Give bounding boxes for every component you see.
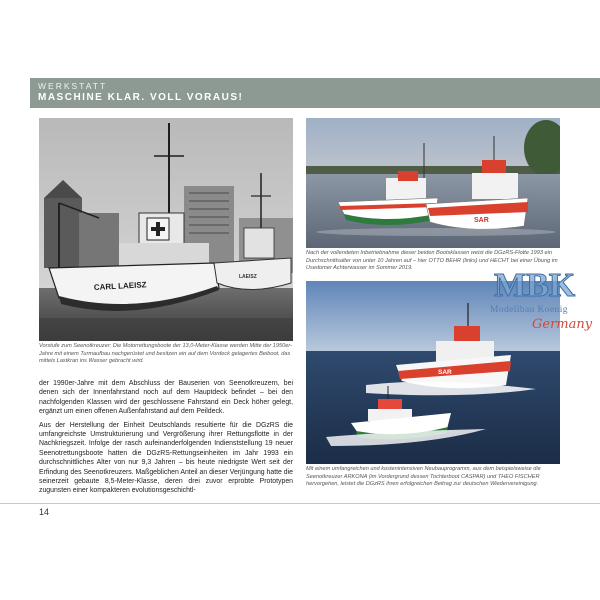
photo-dusk-boats <box>306 118 560 248</box>
body-paragraph-2: Aus der Herstellung der Einheit Deutschlands resultierte für die DGzRS die umfangreichste Umstrukturierung und Vergrößerung ihrer Rettungsflotte in der Nachkriegszeit. Infolge der rasch aufeinanderfolgenden Indienststellung 19 neuer Seenotrettungsboote hatten die DGzRS-Rettungseinheiten im Jahr 1993 ein durchschnittliches Alter von nur 9,3 Jahren – bis heute niedrigste Wert seit der Erfindung des Seenotkreuzers. Maßgeblichen Anteil an dieser Verjüngung hatte die seinerzeit gebaute 8,5-Meter-Klasse, deren drei zuvor erprobte Prototypen zugunsten einer kompakteren evolutionsgeschichtl- <box>39 421 293 495</box>
boat-name-laeisz: LAEISZ <box>239 274 257 280</box>
caption-photo3: Mit einem umfangreichen und kostenintensiven Neubauprogramm, aus dem beispielsweise die Seenotkreuzer ARKONA (im Vordergrund dessen Tochterboot CASPAR) und THEO FISCHER hervorgehen, leistet die DGzRS ihren erfolgreichen Beitrag zur deutschen Wiedervereinigung. <box>306 466 541 488</box>
caption-photo2: Nach der vollendeten Inbetriebnahme dieser beiden Bootsklassen weist die DGzRS-Flotte 1993 ein Durchschnittsalter von unter 10 Jahren auf – hier OTTO BEHR (links) und HECHT bei einer Übung im Usedomer Achterwasser im Sommer 2019. <box>306 250 558 272</box>
hull-label-sar-dusk: SAR <box>474 217 489 224</box>
photo-bw-harbor <box>39 118 293 341</box>
body-text <box>39 379 293 496</box>
mbk-logo-script: Germany <box>532 317 593 332</box>
hull-label-sar-cruiser: SAR <box>438 369 452 376</box>
mbk-logo-main: MBK <box>494 267 576 304</box>
footer-rule <box>0 503 600 504</box>
mbk-watermark <box>488 260 600 340</box>
mbk-logo <box>488 260 600 340</box>
dusk-boats-illustration <box>306 118 560 248</box>
boat-name-carl-laeisz: CARL LAEISZ <box>93 280 147 292</box>
harbor-illustration <box>39 118 293 341</box>
section-header <box>30 78 600 108</box>
body-paragraph-1: der 1990er-Jahre mit dem Abschluss der Bauserien von Seenotkreuzern, bei denen sich der Innenfahrstand noch auf dem Hauptdeck befindet – bei den nachfolgenden Klassen wird der geschlossene Fahrstand ein Deck höher gelegt, ergänzt um einen offenen Außenfahrstand auf dem Peildeck. <box>39 380 293 416</box>
section-title: MASCHINE KLAR. VOLL VORAUS! <box>38 92 244 103</box>
mbk-logo-sub: Modellbau Koenig <box>490 305 568 315</box>
page-number: 14 <box>39 507 50 517</box>
caption-photo1: Vorstufe zum Seenotkreuzer: Die Motorrettungsboote der 13,0-Meter-Klasse werden Mitte der 1950er-Jahre mit einem Turmaufbau nachgerüstet und besitzen ein auf dem Vordeck gelagertes Beiboot, das mittels Lastkran ins Wasser gebracht wird. <box>39 343 292 365</box>
section-kicker: WERKSTATT <box>38 81 108 91</box>
